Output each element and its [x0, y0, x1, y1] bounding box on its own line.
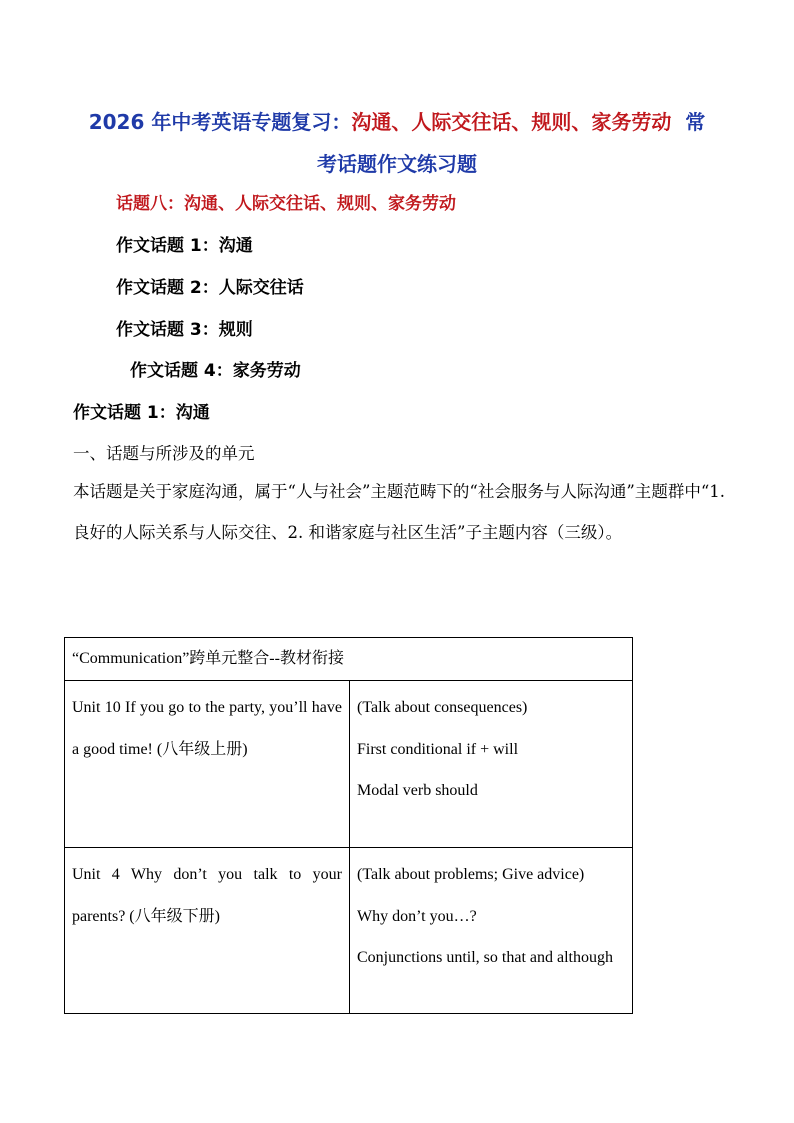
- content-line: (Talk about problems; Give advice): [357, 866, 585, 883]
- table-row: [65, 681, 633, 848]
- title-part-2: 沟通、人际交往话、规则、家务劳动: [351, 110, 672, 134]
- content-line: Modal verb should: [357, 782, 478, 799]
- document-title: [60, 106, 734, 135]
- content-line: Why don’t you…?: [357, 907, 477, 925]
- title-part-3: 常: [685, 110, 706, 134]
- document-title-line-2: 考话题作文练习题: [317, 152, 477, 176]
- topic-item-4: 作文话题 4：家务劳动: [130, 361, 301, 381]
- unit-table: [64, 637, 633, 1014]
- intro-paragraph: 本话题是关于家庭沟通，属于“人与社会”主题范畴下的“社会服务与人际沟通”主题群中“1.良好的人际关系与人际交往、2. 和谐家庭与社区生活”子主题内容（三级）。: [73, 482, 725, 542]
- table-row: [65, 848, 633, 1014]
- topic-item-2: 作文话题 2：人际交往话: [116, 278, 304, 298]
- unit-cell: Unit 10 If you go to the party, you’ll have a good time! (八年级上册): [65, 681, 350, 848]
- content-line: Conjunctions until, so that and although: [357, 949, 613, 966]
- table-header-row: [65, 638, 633, 681]
- section-title: 作文话题 1：沟通: [73, 403, 210, 423]
- unit-cell: Unit 4 Why don’t you talk to your parents? (八年级下册): [65, 848, 350, 1014]
- topic-item-3: 作文话题 3：规则: [116, 320, 253, 340]
- content-cell: [350, 681, 633, 848]
- topic-item-1: 作文话题 1：沟通: [116, 236, 253, 256]
- content-line: First conditional if + will: [357, 740, 519, 758]
- table-header-cell: “Communication”跨单元整合--教材衔接: [65, 638, 633, 681]
- title-part-1: 2026 年中考英语专题复习：: [88, 110, 352, 134]
- topic-header: 话题八：沟通、人际交往话、规则、家务劳动: [116, 194, 456, 214]
- content-line: (Talk about consequences): [357, 699, 528, 716]
- content-cell: [350, 848, 633, 1014]
- subsection-title: 一、话题与所涉及的单元: [73, 444, 255, 463]
